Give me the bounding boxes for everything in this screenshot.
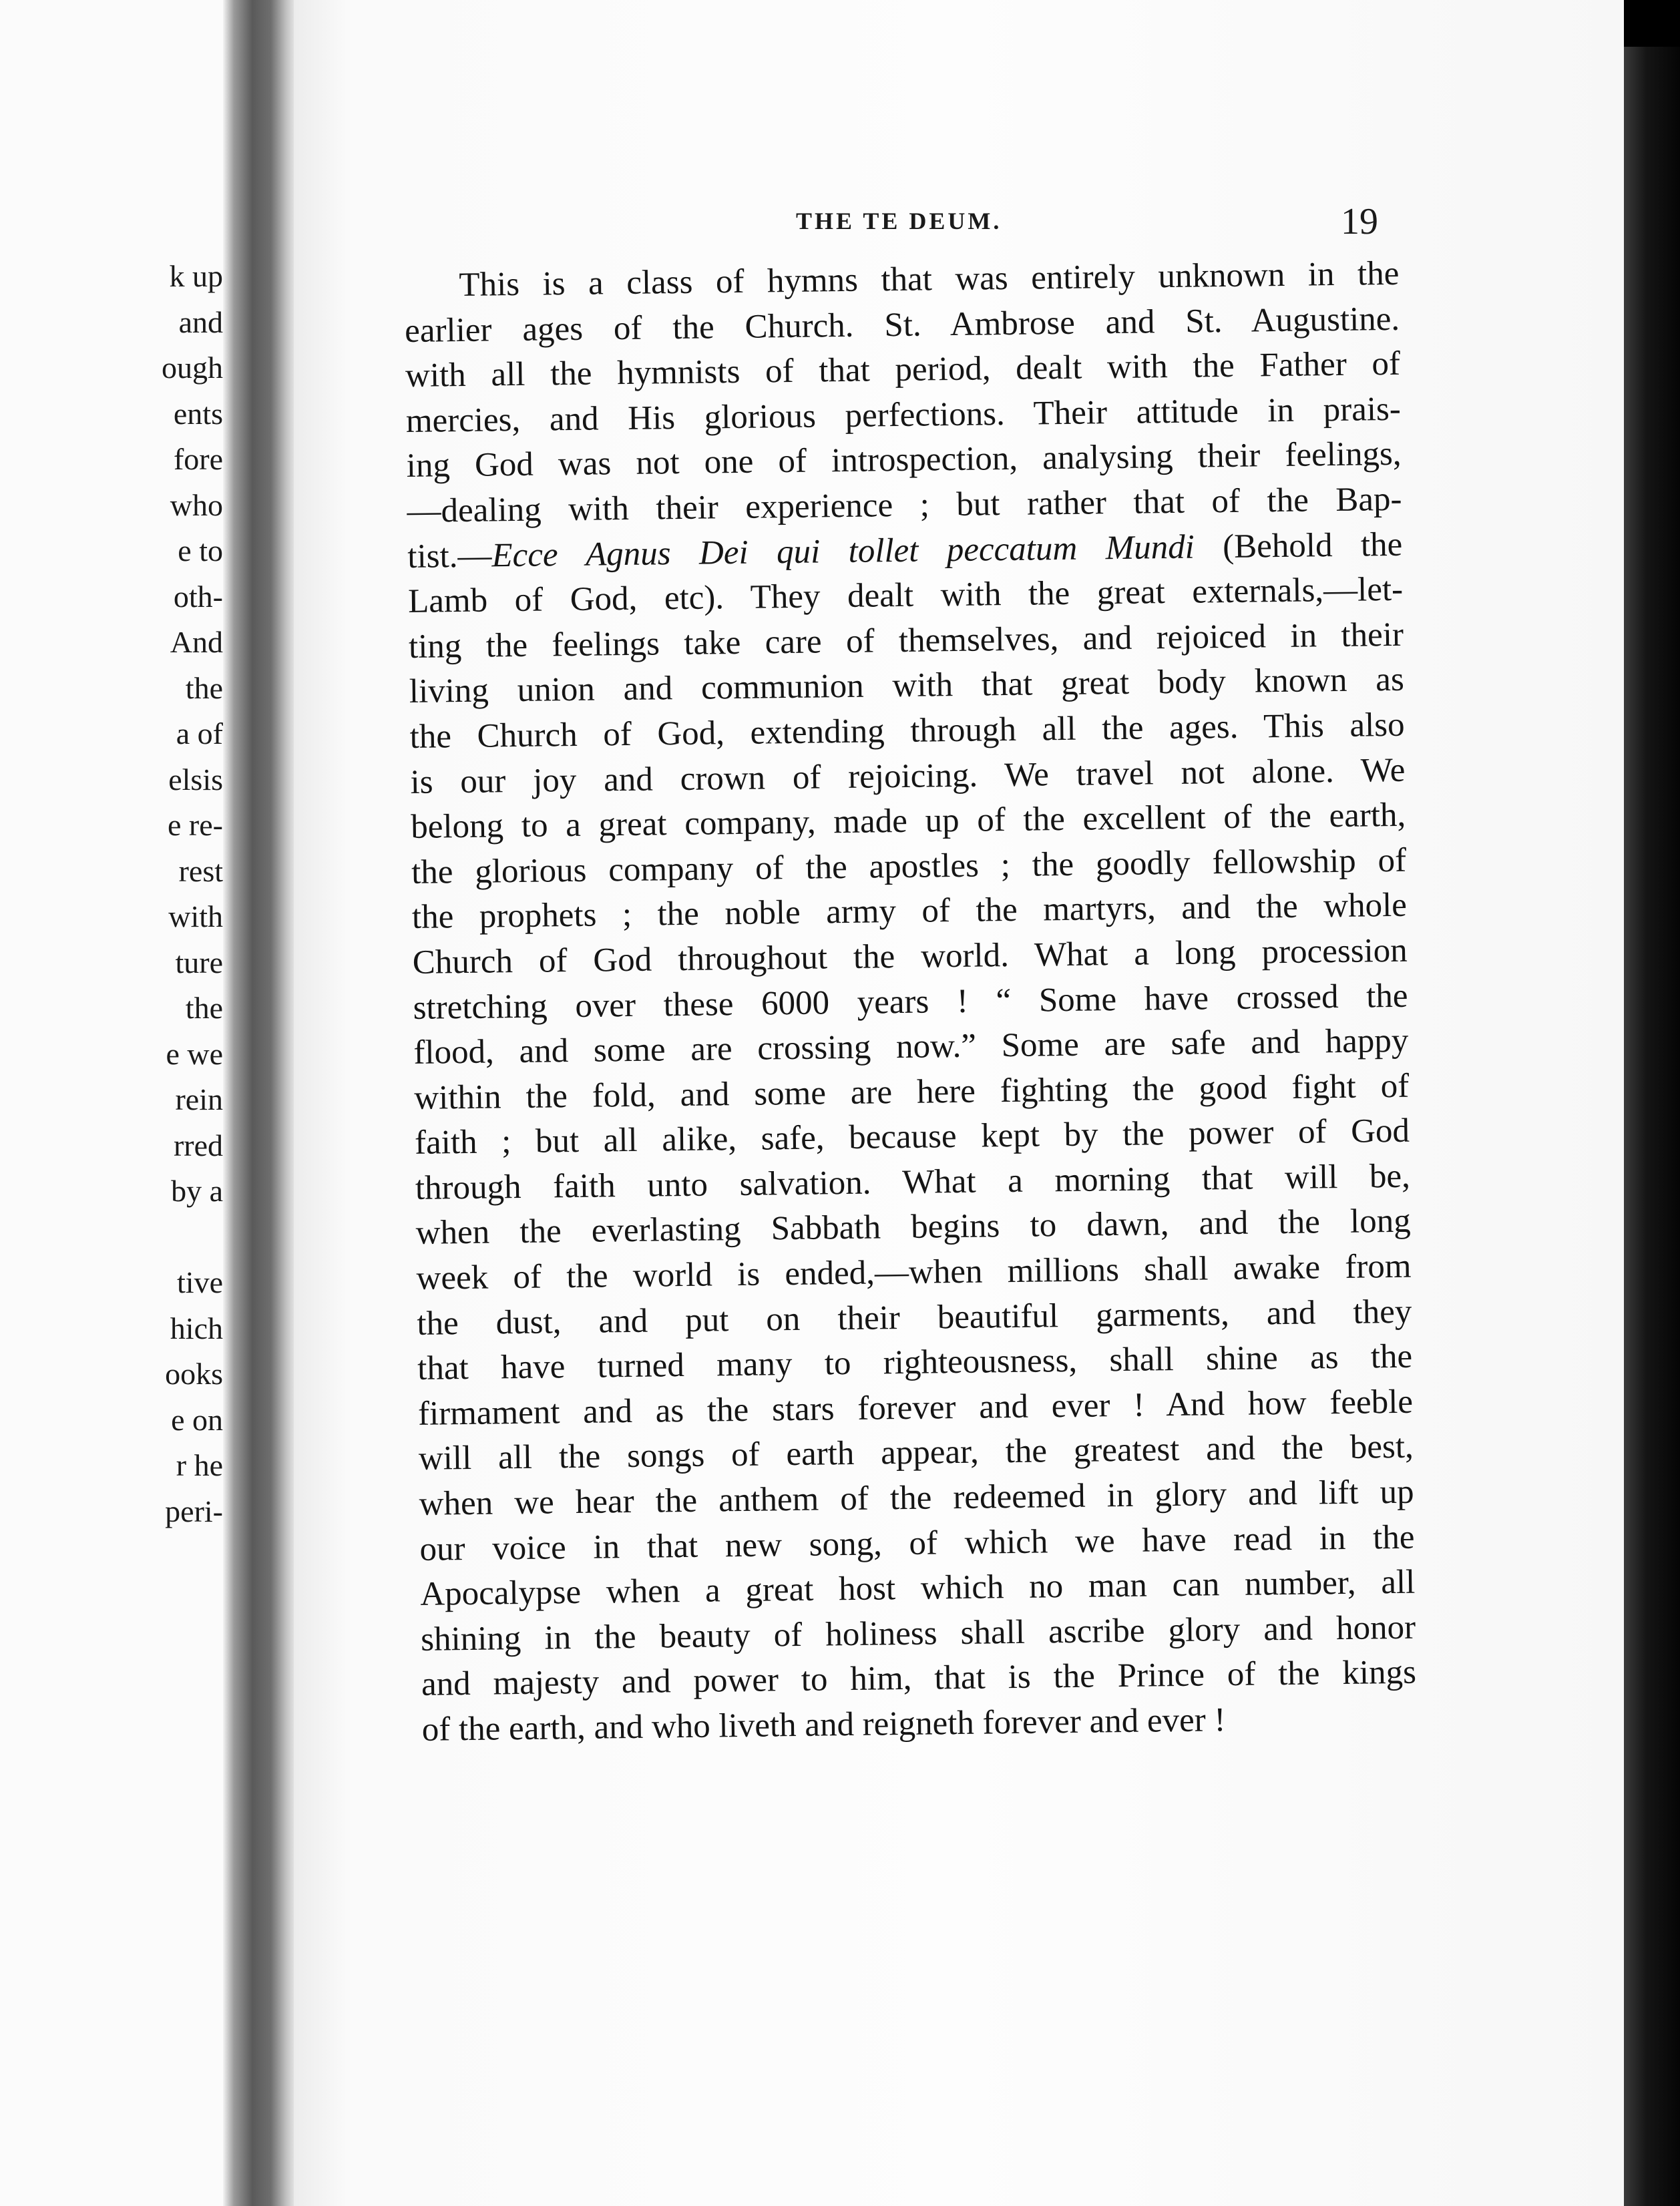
body-line: when we hear the anthem of the redeemed in glory and lift up (419, 1473, 1414, 1523)
body-line-text: (Behold the (1194, 525, 1403, 566)
facing-page-line: tive (177, 1265, 223, 1299)
body-line: our voice in that new song, of which we have read in the (419, 1518, 1415, 1568)
facing-page-line: oth- (173, 579, 223, 614)
body-line: living union and communion with that great body known as (409, 661, 1405, 711)
body-line: when the everlasting Sabbath begins to dawn, and the long (415, 1202, 1411, 1253)
facing-page-line: a of (176, 716, 223, 750)
body-line: the prophets ; the noble army of the martyrs, and the whole (411, 887, 1408, 937)
body-line: that have turned many to righteousness, shall shine as the (417, 1337, 1413, 1388)
page-number: 19 (1341, 201, 1378, 242)
facing-page-line: fore (173, 442, 223, 476)
facing-page-line: ents (173, 396, 223, 431)
facing-page-line (3, 1215, 223, 1261)
body-line: firmament and as the stars forever and ever ! And how feeble (417, 1383, 1414, 1433)
facing-page-line: who (170, 487, 223, 522)
facing-page-line: the (185, 991, 223, 1025)
facing-page-line: r he (176, 1448, 223, 1482)
body-line: is our joy and crown of rejoicing. We travel not alone. We (410, 751, 1406, 801)
body-line: belong to a great company, made up of the excellent of the earth, (410, 796, 1406, 847)
body-line: This is a class of hymns that was entirely unknown in the (459, 254, 1400, 304)
body-line: the Church of God, extending through all the ages. This also (409, 706, 1405, 756)
running-title: THE TE DEUM. (796, 208, 1002, 234)
body-line: stretching over these 6000 years ! “ Some have crossed the (413, 977, 1408, 1027)
facing-page-line: e on (171, 1402, 223, 1437)
facing-page-line: e we (166, 1036, 223, 1071)
body-line: with all the hymnists of that period, dealt with the Father of (405, 345, 1401, 395)
body-line: week of the world is ended,—when millions shall awake from (416, 1247, 1412, 1297)
body-paragraph (404, 252, 1417, 1753)
latin-quotation: Ecce Agnus Dei qui tollet peccatum Mundi (491, 528, 1195, 574)
body-line: ting the feelings take care of themselves, and rejoiced in their (408, 616, 1404, 666)
body-line: shining in the beauty of holiness shall ascribe glory and honor (420, 1608, 1416, 1659)
facing-page-line: the (185, 670, 223, 705)
body-line: the glorious company of the apostles ; the goodly fellowship of (411, 841, 1407, 891)
facing-page-line: hich (170, 1311, 223, 1345)
body-line: Lamb of God, etc). They dealt with the great externals,—let- (407, 570, 1404, 621)
facing-page-line: ough (162, 351, 223, 385)
facing-page-line: e re- (168, 808, 223, 842)
body-line: and majesty and power to him, that is the Prince of the kings (421, 1654, 1417, 1704)
body-line: earlier ages of the Church. St. Ambrose and St. Augustine. (404, 300, 1400, 350)
body-line: the dust, and put on their beautiful garments, and they (417, 1293, 1412, 1343)
body-line: through faith unto salvation. What a morning that will be, (415, 1157, 1411, 1207)
body-line: faith ; but all alike, safe, because kept by the power of God (414, 1112, 1410, 1162)
facing-page-line: rest (178, 853, 223, 888)
facing-page-line: with (168, 899, 223, 933)
body-line: of the earth, and who liveth and reigneth forever and ever ! (421, 1701, 1226, 1749)
body-line-text: tist.— (407, 536, 492, 576)
body-line: ing God was not one of introspection, analysing their feelings, (406, 435, 1402, 485)
book-edge (1624, 47, 1680, 2206)
body-line: within the fold, and some are here fighting the good fight of (413, 1067, 1410, 1117)
facing-page-line: rred (173, 1128, 223, 1162)
facing-page-line: rein (175, 1082, 223, 1116)
facing-page-line: ooks (165, 1357, 223, 1391)
body-line: will all the songs of earth appear, the greatest and the best, (418, 1428, 1414, 1478)
body-line: mercies, and His glorious perfections. Their attitude in prais- (405, 390, 1402, 440)
body-line: Apocalypse when a great host which no man can number, all (420, 1563, 1416, 1614)
facing-page-line: ture (175, 945, 223, 979)
book-gutter-shadow (223, 0, 296, 2206)
facing-page-line: by a (171, 1174, 223, 1208)
facing-page-text (3, 254, 223, 1534)
facing-page-line: e to (178, 533, 223, 568)
body-line: —dealing with their experience ; but rather that of the Bap- (407, 480, 1402, 530)
body-line: Church of God throughout the world. What a long procession (412, 931, 1408, 981)
running-head (294, 200, 1624, 254)
facing-page-left (0, 0, 235, 2206)
facing-page-line: elsis (168, 762, 223, 797)
body-line: flood, and some are crossing now.” Some are safe and happy (413, 1022, 1409, 1072)
facing-page-line: And (170, 625, 223, 659)
facing-page-line: and (178, 304, 223, 339)
facing-page-line: peri- (165, 1494, 223, 1528)
facing-page-line: k up (169, 259, 223, 293)
